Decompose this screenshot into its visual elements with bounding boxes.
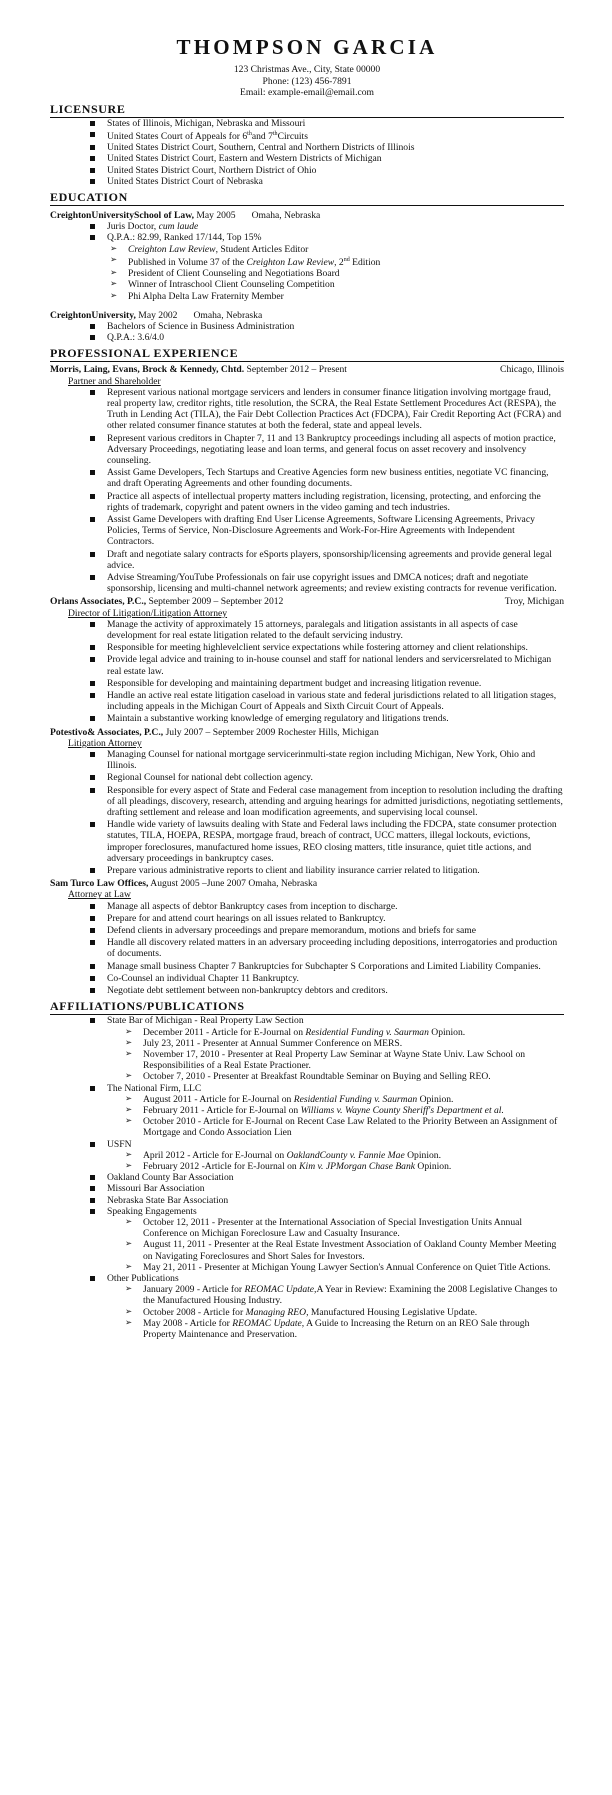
item-text: Opinion. xyxy=(415,1160,452,1172)
degree-honor: cum laude xyxy=(158,221,199,233)
item-italic-text: Creighton Law Review xyxy=(246,256,335,268)
list-item: Practice all aspects of intellectual property matters including registration, licensing, protecting, and enforcing the rights of trademark, copyright and patent owners in the video gaming and tech industries. xyxy=(90,491,564,513)
degree-list xyxy=(90,321,564,343)
email: Email: example-email@email.com xyxy=(239,87,375,98)
list-item xyxy=(110,268,564,279)
firm-name: Sam Turco Law Offices, xyxy=(50,878,149,890)
item-text: October 12, 2011 - Presenter at the International Association of Special Investigation Units Annual Conference on Michigan Foreclosure Law and Casualty Insurance. xyxy=(143,1216,523,1240)
degree-list xyxy=(90,221,564,243)
item-text: October 2008 - Article for xyxy=(143,1306,246,1318)
group-name: Speaking Engagements xyxy=(107,1205,197,1217)
list-item xyxy=(125,1027,564,1038)
job-role: Director of Litigation/Litigation Attorney xyxy=(68,607,228,619)
list-item: Regional Counsel for national debt collection agency. xyxy=(90,772,564,783)
list-item: Represent various creditors in Chapter 7, 11 and 13 Bankruptcy proceedings including all aspects of motion practice, Adversary Proceedings, negotiating lease and loan terms, and general focus on asset recovery and insolvency counseling. xyxy=(90,433,564,467)
item-text: A Guide to Increasing the Return on an REO Sale through Property Maintenance and Preservation. xyxy=(143,1317,530,1340)
item-text: December 2011 - Article for E-Journal on xyxy=(143,1026,306,1038)
school-name: CreightonUniversitySchool of Law, xyxy=(50,209,194,221)
duties-list xyxy=(90,619,564,725)
list-item: Advise Streaming/YouTube Professionals on fair use copyright issues and DMCA notices; draft and negotiate sponsorship, licensing and multi-channel network agreements; and review existing contracts for revenue verification. xyxy=(90,572,564,594)
list-item xyxy=(125,1038,564,1049)
job-dates: September 2009 – September 2012 xyxy=(146,596,284,608)
list-item xyxy=(125,1161,564,1172)
section-title-experience: PROFESSIONAL EXPERIENCE xyxy=(50,346,564,362)
list-item xyxy=(90,221,564,232)
item-italic-text: Managing REO, xyxy=(245,1306,309,1318)
list-item: Responsible for meeting highlevelclient service expectations while fostering attorney and client relationships. xyxy=(90,642,564,653)
item-text: October 2010 - Article for E-Journal on Recent Case Law Related to the Priority Between an Assignment of Mortgage and Condo Association Lien xyxy=(143,1116,558,1139)
item-italic-text: Williams v. Wayne County Sheriff's Department et al. xyxy=(300,1104,504,1116)
list-item: Q.P.A.: 82.99, Ranked 17/144, Top 15% xyxy=(90,232,564,243)
school-heading xyxy=(50,310,564,321)
list-item xyxy=(125,1150,564,1161)
job-firm-dates xyxy=(50,596,283,607)
school-location: Omaha, Nebraska xyxy=(251,209,321,221)
job-location: Troy, Michigan xyxy=(504,596,564,608)
job-dates: September 2012 – Present xyxy=(244,364,347,376)
job-firm-dates xyxy=(50,878,317,889)
job-heading xyxy=(50,364,564,375)
list-item xyxy=(125,1071,564,1082)
item-text: Opinion. xyxy=(428,1026,466,1038)
group-name: Missouri Bar Association xyxy=(107,1183,205,1195)
section-title-affiliations: AFFILIATIONS/PUBLICATIONS xyxy=(50,999,564,1015)
list-item: Q.P.A.: 3.6/4.0 xyxy=(90,332,564,343)
publication-list xyxy=(125,1027,564,1083)
affiliation-group xyxy=(90,1139,564,1173)
list-item: States of Illinois, Michigan, Nebraska and Missouri xyxy=(90,118,564,129)
list-item: Co-Counsel an individual Chapter 11 Bankruptcy. xyxy=(90,973,564,984)
list-item: Responsible for developing and maintaining department budget and increasing litigation revenue. xyxy=(90,678,564,689)
item-text: Opinion. xyxy=(417,1093,454,1105)
firm-name: Morris, Laing, Evans, Brock & Kennedy, Chtd. xyxy=(50,364,245,376)
item-text: February 2011 - Article for E-Journal on xyxy=(143,1104,301,1116)
job-dates: August 2005 –June 2007 Omaha, Nebraska xyxy=(148,878,318,890)
firm-name: Orlans Associates, P.C., xyxy=(50,596,147,608)
firm-name: Potestivo& Associates, P.C., xyxy=(50,726,164,738)
list-item: United States District Court of Nebraska xyxy=(90,176,564,187)
phone: Phone: (123) 456-7891 xyxy=(262,75,352,87)
list-item: Responsible for every aspect of State and Federal case management from inception to resolution including the drafting of all pleadings, discovery, research, attending and arguing hearings for admitted jurisdictions, negotiating settlements, drafting settlement and release and loan modification agreements, and supervising local counsel. xyxy=(90,785,564,819)
item-text: January 2009 - Article for xyxy=(143,1284,245,1296)
list-item: Assist Game Developers, Tech Startups and Creative Agencies form new business entities, negotiate VC financing, and draft Operating Agreements and other founding documents. xyxy=(90,467,564,489)
job-heading xyxy=(50,727,564,738)
section-title-licensure: LICENSURE xyxy=(50,102,564,118)
item-text: October 7, 2010 - Presenter at Breakfast Roundtable Seminar on Buying and Selling REO. xyxy=(143,1071,491,1083)
item-text: Winner of Intraschool Client Counseling Competition xyxy=(128,279,335,291)
item-italic-text: Kim v. JPMorgan Chase Bank xyxy=(299,1160,416,1172)
list-item: United States District Court, Eastern and Western Districts of Michigan xyxy=(90,153,564,164)
job-firm-dates xyxy=(50,364,347,375)
item-text: August 2011 - Article for E-Journal on xyxy=(143,1093,294,1105)
item-italic-text: REOMAC Update, xyxy=(244,1284,317,1296)
degree: Juris Doctor, xyxy=(107,221,159,233)
item-text: Manufactured Housing Legislative Update. xyxy=(308,1306,478,1318)
publication-list xyxy=(125,1150,564,1172)
list-item xyxy=(125,1307,564,1318)
list-item xyxy=(125,1318,564,1340)
item-text: Published in Volume 37 of the xyxy=(128,256,247,268)
duties-list xyxy=(90,387,564,595)
section-title-education: EDUCATION xyxy=(50,190,564,206)
list-item: Assist Game Developers with drafting End User License Agreements, Software Licensing Agreements, Privacy Policies, Terms of Service, Non-Disclosure Agreements and Work-For-Hire Agreements with Independent Contractors. xyxy=(90,514,564,548)
item-text: May 2008 - Article for xyxy=(143,1317,233,1329)
list-item xyxy=(125,1105,564,1116)
affiliations-list xyxy=(90,1015,564,1340)
list-item: Handle an active real estate litigation caseload in various state and federal jurisdictions related to all litigation stages, including appeals in the Michigan Court of Appeals and Sixth Circuit Court of Appeals. xyxy=(90,690,564,712)
education-body xyxy=(50,210,564,343)
affiliation-group xyxy=(90,1083,564,1139)
group-name: State Bar of Michigan - Real Property Law Section xyxy=(107,1015,304,1027)
school-heading xyxy=(50,210,564,221)
job-role: Attorney at Law xyxy=(68,889,131,901)
group-name: Nebraska State Bar Association xyxy=(107,1194,229,1206)
job-role: Partner and Shareholder xyxy=(68,375,161,387)
list-item: Bachelors of Science in Business Administration xyxy=(90,321,564,332)
list-item: Prepare for and attend court hearings on all issues related to Bankruptcy. xyxy=(90,913,564,924)
list-item: Manage all aspects of debtor Bankruptcy cases from inception to discharge. xyxy=(90,901,564,912)
affiliation-group xyxy=(90,1273,564,1340)
job-heading xyxy=(50,878,564,889)
affiliation-group xyxy=(90,1183,564,1194)
list-item: United States District Court, Northern District of Ohio xyxy=(90,165,564,176)
job-firm-dates xyxy=(50,727,379,738)
group-name: Other Publications xyxy=(107,1272,179,1284)
list-item: Defend clients in adversary proceedings and prepare memorandum, motions and briefs for same xyxy=(90,925,564,936)
group-name: USFN xyxy=(107,1138,132,1150)
school-date: May 2002 xyxy=(135,309,178,321)
list-item xyxy=(125,1239,564,1261)
list-item xyxy=(125,1116,564,1138)
school-location: Omaha, Nebraska xyxy=(193,309,263,321)
list-item: United States District Court, Southern, Central and Northern Districts of Illinois xyxy=(90,142,564,153)
job-heading xyxy=(50,596,564,607)
candidate-name: THOMPSON GARCIA xyxy=(176,35,438,59)
group-name: Oakland County Bar Association xyxy=(107,1172,234,1184)
item-text: A Year in Review: Examining the 2008 Legislative Changes to the Manufactured Housing Industry. xyxy=(143,1284,558,1307)
publication-list xyxy=(125,1284,564,1340)
item-italic-text: OaklandCounty v. Fannie Mae xyxy=(286,1149,405,1161)
publication-list xyxy=(125,1094,564,1139)
list-item: Prepare various administrative reports to client and liability insurance carrier related to litigation. xyxy=(90,865,564,876)
item-text: Phi Alpha Delta Law Fraternity Member xyxy=(128,290,284,302)
affiliations-body xyxy=(50,1015,564,1340)
duties-list xyxy=(90,749,564,876)
list-item xyxy=(125,1217,564,1239)
item-italic-text: Residential Funding v. Saurman xyxy=(293,1093,418,1105)
duties-list xyxy=(90,901,564,997)
list-item xyxy=(125,1094,564,1105)
list-item xyxy=(125,1262,564,1273)
publication-list xyxy=(125,1217,564,1273)
list-item xyxy=(110,244,564,255)
group-name: The National Firm, LLC xyxy=(107,1082,202,1094)
item-italic-text: Creighton Law Review xyxy=(128,243,216,255)
list-item: United States Court of Appeals for 6thand 7thCircuits xyxy=(90,129,564,142)
school-date: May 2005 xyxy=(194,209,236,221)
list-item: Managing Counsel for national mortgage servicerinmulti-state region including Michigan, New York, Ohio and Illinois. xyxy=(90,749,564,771)
list-item xyxy=(125,1049,564,1071)
item-text: February 2012 -Article for E-Journal on xyxy=(143,1160,300,1172)
list-item xyxy=(125,1284,564,1306)
item-italic-text: Residential Funding v. Saurman xyxy=(305,1026,429,1038)
list-item: Manage the activity of approximately 15 attorneys, paralegals and litigation assistants in all aspects of case development for real estate litigation related to the default servicing industry. xyxy=(90,619,564,641)
item-text: Opinion. xyxy=(404,1149,441,1161)
licensure-list xyxy=(90,118,564,187)
school-name: CreightonUniversity, xyxy=(50,309,136,321)
affiliation-group xyxy=(90,1015,564,1082)
item-text: May 21, 2011 - Presenter at Michigan Young Lawyer Section's Annual Conference on Quiet Title Actions. xyxy=(143,1261,551,1273)
list-item xyxy=(110,279,564,290)
list-item: Represent various national mortgage servicers and lenders in consumer finance litigation involving mortgage fraud, real property law, creditor rights, title resolution, the SCRA, the Real Estate Settlement Procedures Act (RESPA), the Truth in Lending Act (TILA), the Fair Debt Collection Practices Act (FDCPA), Fair Credit Reporting Act (FCRA) and other related consumer finance statutes at both the federal, state and appeal levels. xyxy=(90,387,564,432)
list-item: Negotiate debt settlement between non-bankruptcy debtors and creditors. xyxy=(90,985,564,996)
list-item xyxy=(110,255,564,268)
item-text: , 2nd Edition xyxy=(334,256,381,268)
affiliation-group xyxy=(90,1172,564,1183)
experience-body xyxy=(50,364,564,996)
item-italic-text: REOMAC Update, xyxy=(232,1317,305,1329)
list-item: Provide legal advice and training to in-house counsel and staff for national lenders and servicersrelated to Michigan real estate law. xyxy=(90,654,564,676)
item-text: July 23, 2011 - Presenter at Annual Summer Conference on MERS. xyxy=(143,1037,403,1049)
job-location: Chicago, Illinois xyxy=(500,364,564,376)
affiliation-group xyxy=(90,1195,564,1206)
item-text: November 17, 2010 - Presenter at Real Property Law Seminar at Wayne State Univ. Law School on Responsibilities of a Real Estate Practioner. xyxy=(143,1048,526,1072)
list-item: Handle all discovery related matters in an adversary proceeding including depositions, interrogatories and production of documents. xyxy=(90,937,564,959)
list-item: Handle wide variety of lawsuits dealing with State and Federal laws including the FDCPA, state consumer protection statutes, TILA, HOEPA, RESPA, mortgage fraud, breach of contract, UCC matters, illegal lockouts, evictions, improper foreclosures, manufactured home issues, REO closing matters, title insurance, quiet title actions, and adversary proceedings in bankruptcy cases. xyxy=(90,819,564,864)
address: 123 Christmas Ave., City, State 00000 xyxy=(233,64,381,75)
list-item xyxy=(110,291,564,302)
affiliation-group xyxy=(90,1206,564,1273)
list-item: Manage small business Chapter 7 Bankruptcies for Subchapter S Corporations and Limited Liability Companies. xyxy=(90,961,564,972)
item-text: , Student Articles Editor xyxy=(215,243,309,255)
activities-list xyxy=(110,244,564,302)
item-text: President of Client Counseling and Negotiations Board xyxy=(128,268,340,280)
item-text: August 11, 2011 - Presenter at the Real Estate Investment Association of Oakland County Member Meeting on Navigating Foreclosures and Short Sales for Investors. xyxy=(143,1239,557,1262)
list-item: Maintain a substantive working knowledge of emerging regulatory and litigations trends. xyxy=(90,713,564,724)
item-text: April 2012 - Article for E-Journal on xyxy=(143,1149,287,1161)
job-role: Litigation Attorney xyxy=(68,737,142,749)
job-dates: July 2007 – September 2009 Rochester Hills, Michigan xyxy=(163,726,379,738)
list-item: Draft and negotiate salary contracts for eSports players, sponsorship/licensing agreements and provide general legal advice. xyxy=(90,549,564,571)
